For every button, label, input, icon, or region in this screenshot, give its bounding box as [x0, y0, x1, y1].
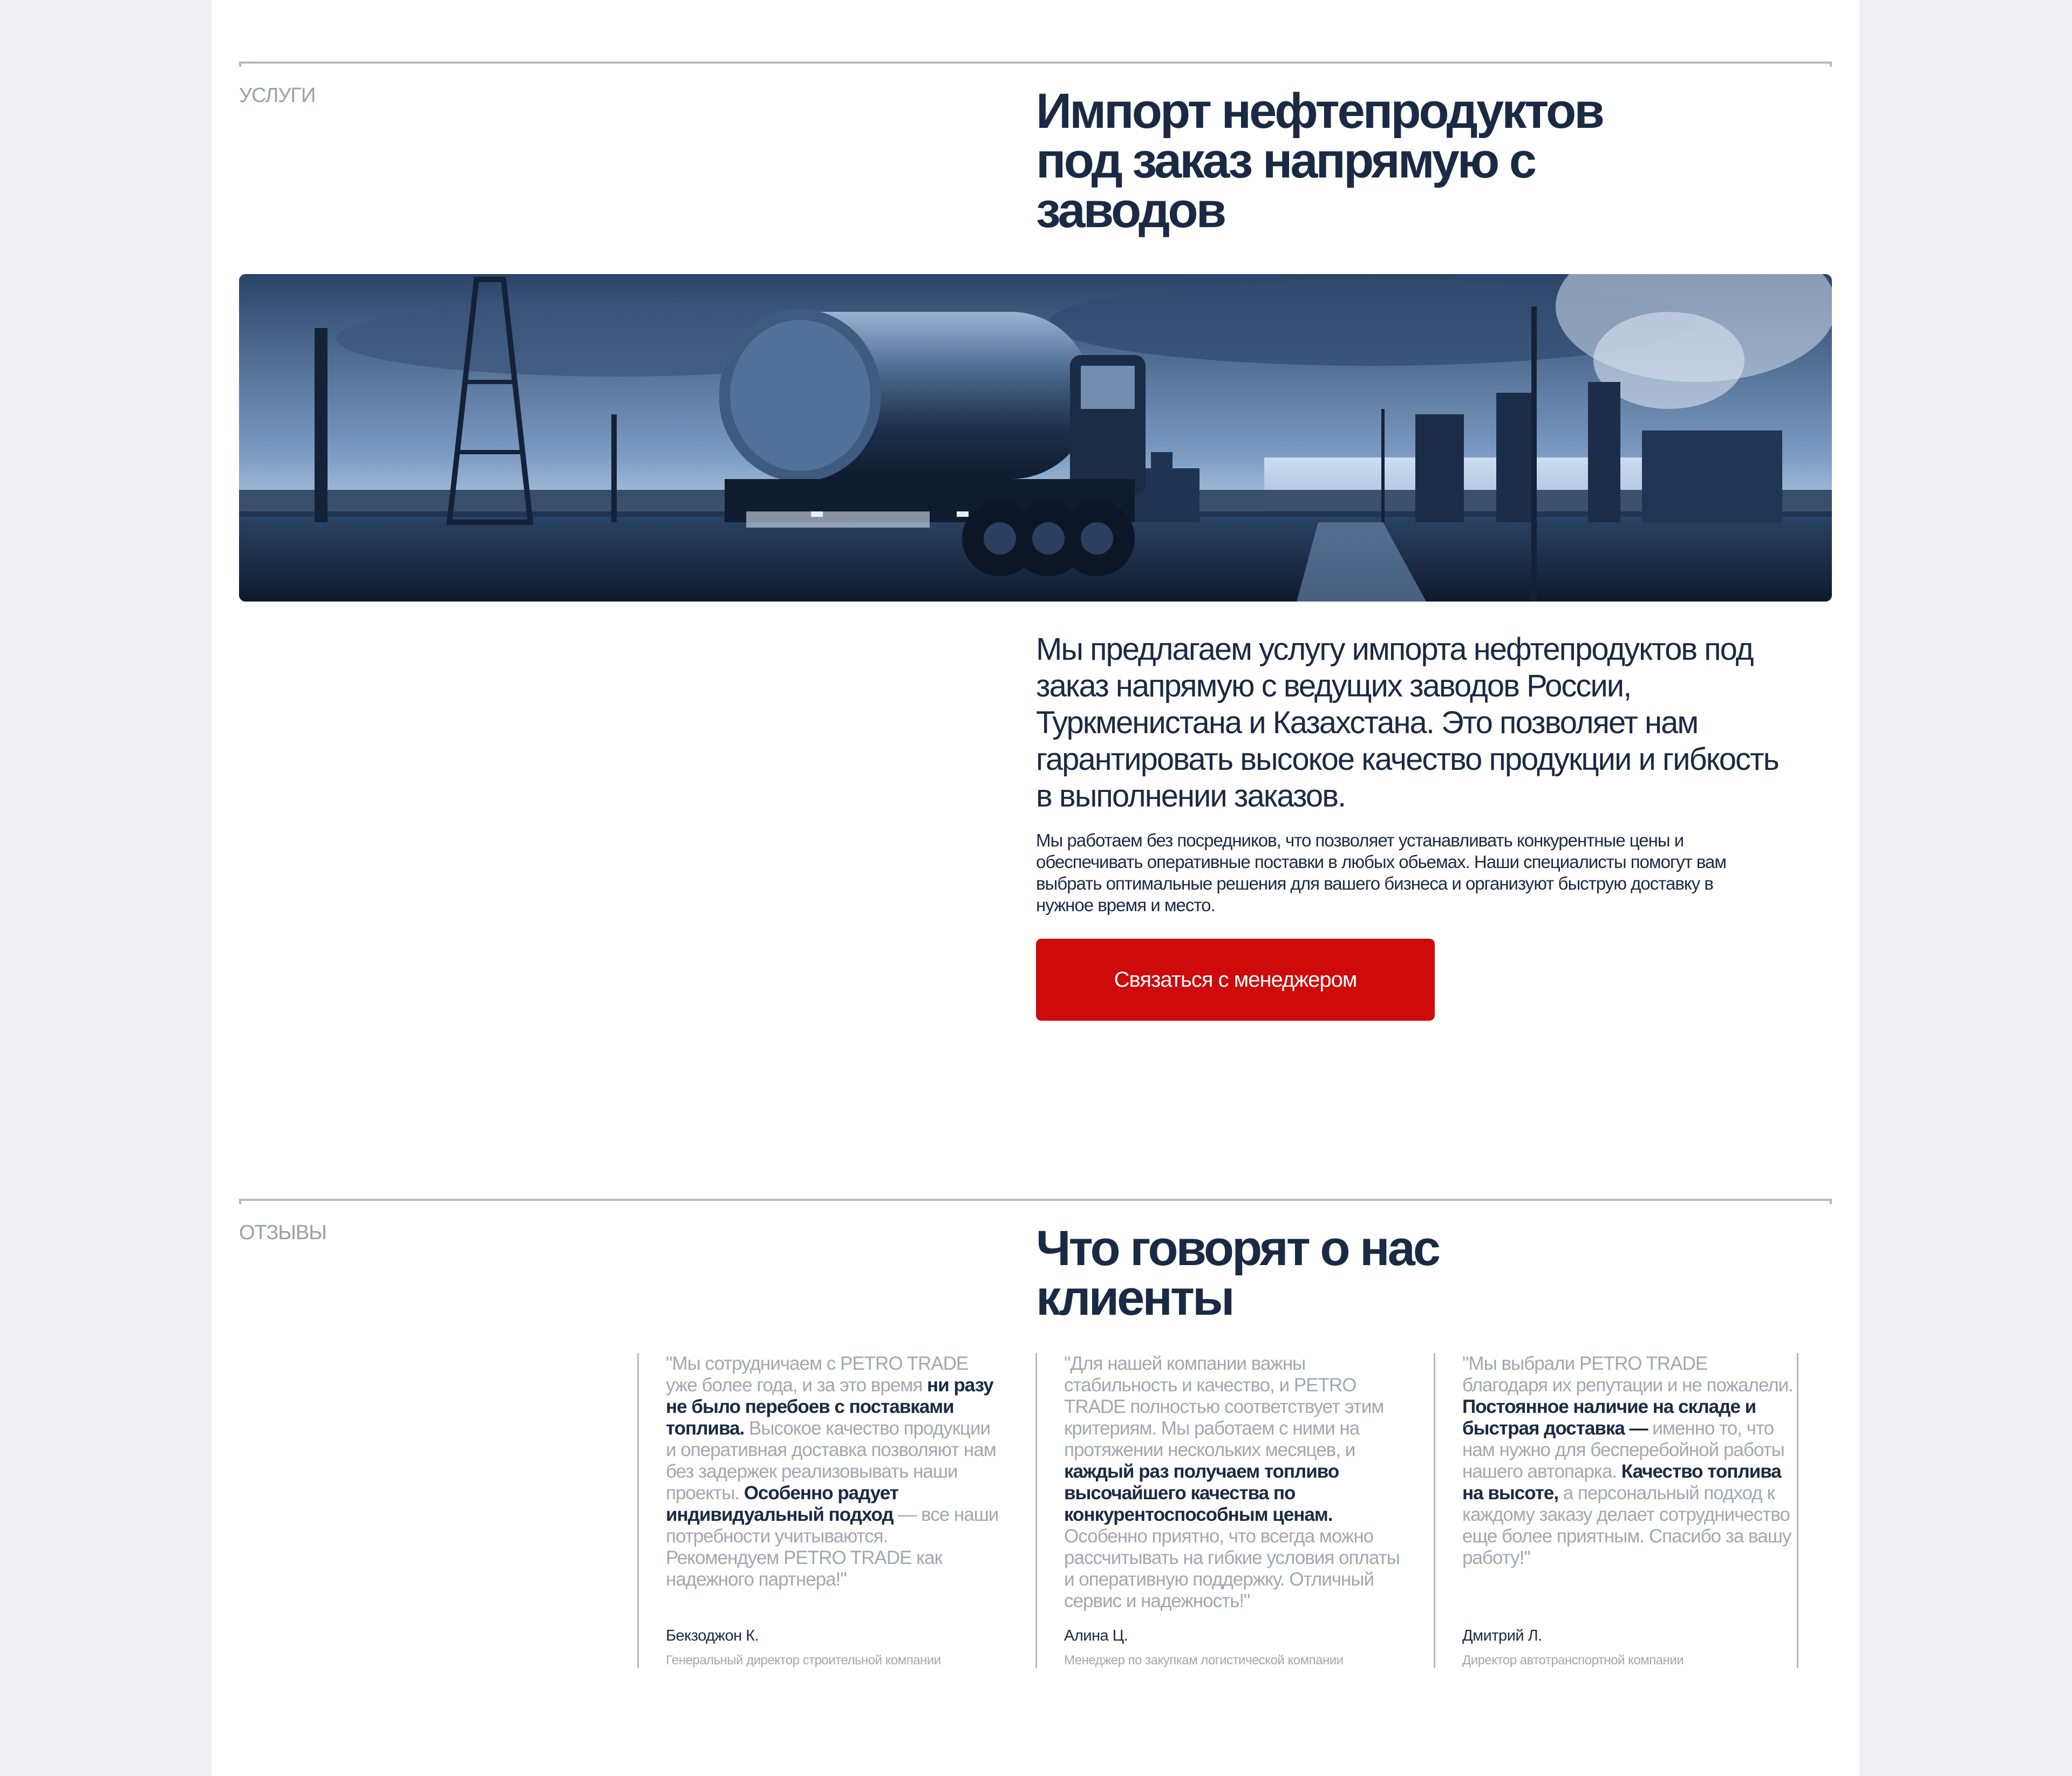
hero-image-tanker-truck [239, 274, 1832, 602]
review-author-role: Генеральный директор строительной компании [666, 1653, 941, 1668]
review-quote: "Для нашей компании важны стабильность и качество, и PETRO TRADE полностью соответствует этим критериям. Мы работаем с ними на протяжении нескольких месяцев, и каждый раз получаем топливо высочайшего качества по конкурентоспособным ценам. Особенно приятно, что всегда можно рассчитывать на гибкие условия оплаты и оперативную поддержку. Отличный сервис и надежность!" [1064, 1353, 1400, 1611]
section-divider [239, 62, 1832, 67]
review-author: Алина Ц. [1064, 1627, 1128, 1644]
review-card [637, 1353, 1002, 1668]
review-card [1434, 1353, 1798, 1668]
reviews-title: Что говорят о нас клиенты [1036, 1221, 1439, 1326]
review-quote: "Мы выбрали PETRO TRADE благодаря их репутации и не пожалели. Постоянное наличие на складе и быстрая доставка — именно то, что нам нужно для бесперебойной работы нашего автопарка. Качество топлива на высоте, а персональный подход к каждому заказу делает сотрудничество еще более приятным. Спасибо за вашу работу!" [1462, 1353, 1793, 1568]
review-card [1035, 1353, 1400, 1668]
services-body-text: Мы работаем без посредников, что позволяет устанавливать конкурентные цены и обеспечивать оперативные поставки в любых обьемах. Наши специалисты помогут вам выбрать оптимальные решения для вашего бизнеса и организуют быструю доставку в нужное время и место. [1036, 830, 1727, 915]
review-author: Бекзоджон К. [666, 1627, 759, 1644]
review-author: Дмитрий Л. [1462, 1627, 1542, 1644]
services-lead-text: Мы предлагаем услугу импорта нефтепродуктов под заказ напрямую с ведущих заводов России, Туркменистана и Казахстана. Это позволяет нам гарантировать высокое качество продукции и гибкость в выполнении заказов. [1036, 632, 1778, 814]
hero-illustration [239, 274, 1832, 602]
review-author-role: Директор автотранспортной компании [1462, 1653, 1684, 1668]
page [212, 0, 1859, 1776]
services-title: Импорт нефтепродуктов под заказ напрямую с заводов [1036, 84, 1603, 238]
review-author-role: Менеджер по закупкам логистической компании [1064, 1653, 1344, 1668]
services-label: УСЛУГИ [239, 84, 316, 107]
review-quote: "Мы сотрудничаем с PETRO TRADE уже более года, и за это время ни разу не было перебоев с поставками топлива. Высокое качество продукции и оперативная доставка позволяют нам без задержек реализовывать наши проекты. Особенно радует индивидуальный подход — все наши потребности учитываются. Рекомендуем PETRO TRADE как надежного партнера!" [666, 1353, 999, 1590]
section-divider [239, 1199, 1832, 1204]
reviews-label: ОТЗЫВЫ [239, 1221, 326, 1244]
contact-manager-button[interactable]: Связаться с менеджером [1036, 939, 1435, 1021]
